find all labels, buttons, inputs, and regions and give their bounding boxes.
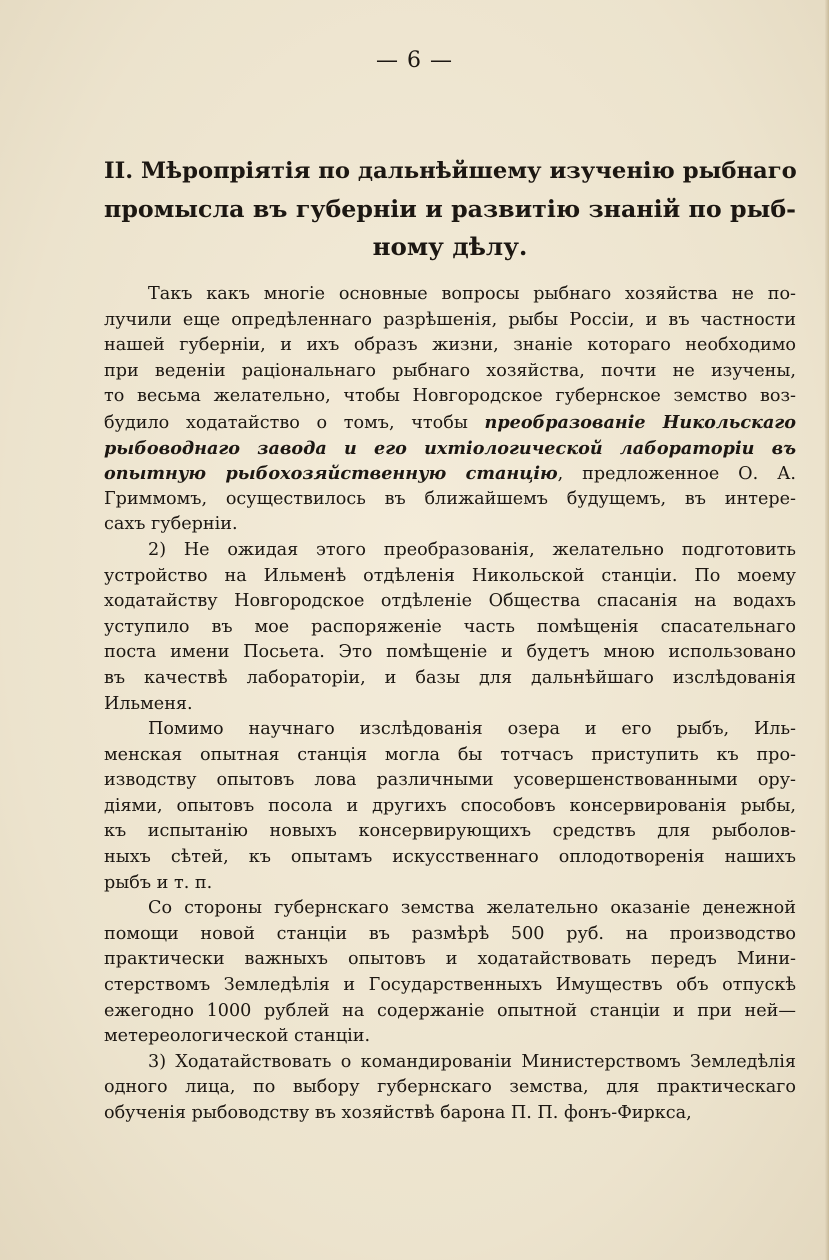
text-line: 3) Ходатайствовать о командированіи Министерствомъ Земледѣлія — [148, 1051, 796, 1072]
text-line — [104, 436, 796, 462]
page-edge-shadow — [825, 0, 829, 1260]
text-line: менская опытная станція могла бы тотчасъ приступить къ про- — [104, 744, 796, 765]
text-line: уступило въ мое распоряженіе часть помѣщенія спасательнаго — [104, 616, 796, 637]
text-line: 2) Не ожидая этого преобразованія, желательно подготовить — [148, 539, 796, 560]
text-line: помощи новой станціи въ размѣрѣ 500 руб. на производство — [104, 923, 796, 944]
text-line: ежегодно 1000 рублей на содержаніе опытной станціи и при ней— — [104, 1000, 796, 1021]
heading-line: промысла въ губерніи и развитію знаній по рыб- — [104, 195, 796, 223]
text-line: Такъ какъ многіе основные вопросы рыбнаго хозяйства не по- — [148, 284, 796, 304]
emphasis-text: преобразованіе Никольскаго — [484, 411, 796, 433]
paragraph-3 — [104, 717, 796, 896]
emphasis-text: рыбоводнаго завода и его ихтіологической лабораторіи въ — [104, 437, 796, 459]
text-line: метереологической станціи. — [104, 1026, 371, 1047]
text-line: лучили еще опредѣленнаго разрѣшенія, рыбы Россіи, и въ частности — [104, 309, 796, 330]
text-run: , предложенное О. А. — [557, 464, 796, 485]
heading-line: ному дѣлу. — [372, 232, 528, 261]
text-line: обученія рыбоводству въ хозяйствѣ барона П. П. фонъ-Фиркса, — [104, 1103, 692, 1123]
text-line: одного лица, по выбору губернскаго земства, для практическаго — [104, 1077, 796, 1098]
text-run: будило ходатайство о томъ, чтобы — [104, 412, 485, 433]
text-line — [104, 410, 796, 436]
text-line: рыбъ и т. п. — [104, 872, 213, 893]
text-line: поста имени Посьета. Это помѣщеніе и будетъ мною использовано — [104, 642, 796, 663]
text-line: устройство на Ильменѣ отдѣленія Никольской станціи. По моему — [104, 565, 796, 586]
text-line: сахъ губерніи. — [104, 514, 238, 535]
text-line: ныхъ сѣтей, къ опытамъ искусственнаго оплодотворенія нашихъ — [104, 847, 796, 868]
text-line: Со стороны губернскаго земства желательно оказаніе денежной — [148, 898, 796, 919]
paragraph-1 — [104, 282, 796, 538]
paragraph-2 — [104, 538, 796, 717]
text-line: ходатайству Новгородское отдѣленіе Общества спасанія на водахъ — [104, 591, 796, 612]
paragraph-4 — [104, 896, 796, 1050]
section-heading — [104, 152, 796, 266]
text-line: практически важныхъ опытовъ и ходатайствовать передъ Мини- — [104, 949, 796, 970]
text-line: нашей губерніи, и ихъ образъ жизни, знаніе котораго необходимо — [104, 335, 796, 356]
text-line: Помимо научнаго изслѣдованія озера и его рыбъ, Иль- — [148, 719, 796, 740]
page-number: — 6 — — [376, 48, 453, 73]
text-line: діями, опытовъ посола и другихъ способовъ консервированія рыбы, — [104, 795, 796, 816]
heading-line: II. Мѣропріятія по дальнѣйшему изученію рыбнаго — [104, 158, 797, 184]
text-line — [104, 461, 796, 487]
text-line: при веденіи раціональнаго рыбнаго хозяйства, почти не изучены, — [104, 360, 796, 381]
text-line: изводству опытовъ лова различными усовершенствованными ору- — [104, 770, 796, 791]
text-line: въ качествѣ лабораторіи, и базы для дальнѣйшаго изслѣдованія — [104, 667, 796, 688]
emphasis-text: опытную рыбохозяйственную станцію — [104, 463, 558, 485]
text-line: стерствомъ Земледѣлія и Государственныхъ Имуществъ объ отпускѣ — [104, 975, 796, 996]
body-text — [104, 282, 796, 1127]
text-line: Ильменя. — [104, 693, 193, 714]
text-line: къ испытанію новыхъ консервирующихъ средствъ для рыболов- — [104, 821, 796, 842]
paragraph-5 — [104, 1050, 796, 1127]
text-line: Гриммомъ, осуществилось въ ближайшемъ будущемъ, въ интере- — [104, 488, 796, 509]
text-line: то весьма желательно, чтобы Новгородское губернское земство воз- — [104, 386, 796, 407]
